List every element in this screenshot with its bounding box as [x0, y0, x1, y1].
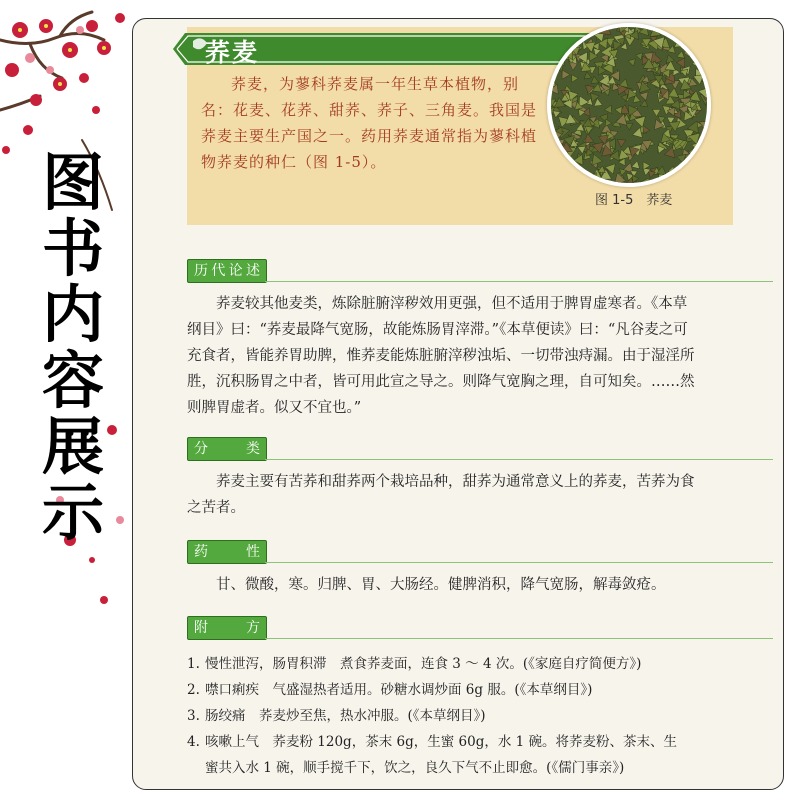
section-title: 分 类	[194, 441, 260, 457]
section-header-properties	[187, 540, 267, 564]
intro-text: 荞麦，为蓼科荞麦属一年生草本植物，别名：花麦、花荞、甜荞、荞子、三角麦。我国是荞麦主要生产国之一。药用荞麦通常指为蓼科植物荞麦的种仁（图 1-5）。	[201, 75, 538, 171]
item-text-continued: 蜜共入水 1 碗，顺手搅千下，饮之，良久下气不止即愈。(《儒门事亲》)	[205, 760, 625, 776]
item-number: 2.	[187, 682, 200, 698]
section-rule	[265, 459, 773, 460]
section-header-history	[187, 259, 267, 283]
section-title: 历代论述	[194, 263, 260, 279]
figure-caption: 图 1-5 荞麦	[595, 193, 673, 208]
section-title: 药 性	[194, 544, 260, 560]
heading-char: 展	[41, 410, 104, 483]
list-item	[187, 677, 697, 703]
section-rule	[265, 638, 773, 639]
buckwheat-photo	[547, 23, 711, 187]
list-item	[187, 729, 697, 781]
heading-char: 图	[41, 146, 104, 219]
item-number: 4.	[187, 734, 200, 750]
section-header-prescriptions	[187, 616, 267, 640]
page-title: 荞麦	[205, 38, 260, 67]
section-title: 附 方	[194, 620, 260, 636]
item-text: 慢性泄泻，肠胃积滞 煮食荞麦面，连食 3 ～ 4 次。(《家庭自疗简便方》)	[205, 656, 642, 672]
heading-char: 容	[41, 344, 104, 417]
vertical-heading	[18, 146, 128, 549]
item-text: 肠绞痛 荞麦炒至焦，热水冲服。(《本草纲目》)	[205, 708, 486, 724]
section-rule	[265, 562, 773, 563]
list-item	[187, 651, 697, 677]
heading-char: 内	[41, 278, 104, 351]
seed-grain	[599, 27, 611, 35]
item-text: 噤口痢疾 气盛湿热者适用。砂糖水调炒面 6g 服。(《本草纲目》)	[205, 682, 593, 698]
item-number: 3.	[187, 708, 200, 724]
history-paragraph: 荞麦较其他麦类，炼除脏腑滓秽效用更强，但不适用于脾胃虚寒者。《本草纲目》曰：“荞麦最降气宽肠，故能炼肠胃滓滞。”《本草便读》曰：“凡谷麦之可充食者，皆能养胃助脾，惟荞麦能炼脏腑滓秽浊垢、一切带浊痔漏。由于湿淫所胜，沉积肠胃之中者，皆可用此宣之导之。则降气宽胸之理，自可知矣。……然则脾胃虚者。似又不宜也。”	[187, 296, 695, 416]
prescription-list	[187, 651, 697, 781]
properties-paragraph: 甘、微酸，寒。归脾、胃、大肠经。健脾消积，降气宽肠，解毒敛疮。	[216, 577, 666, 593]
section-rule	[265, 281, 773, 282]
classification-paragraph: 荞麦主要有苦荞和甜荞两个栽培品种，甜荞为通常意义上的荞麦，苦荞为食之苦者。	[187, 474, 695, 516]
item-text: 咳嗽上气 荞麦粉 120g，茶末 6g，生蜜 60g，水 1 碗。将荞麦粉、茶末、生	[205, 734, 678, 750]
section-header-classification	[187, 437, 267, 461]
heading-char: 书	[41, 212, 104, 285]
book-page	[132, 18, 784, 790]
item-number: 1.	[187, 656, 200, 672]
heading-char: 示	[41, 476, 104, 549]
list-item	[187, 703, 697, 729]
